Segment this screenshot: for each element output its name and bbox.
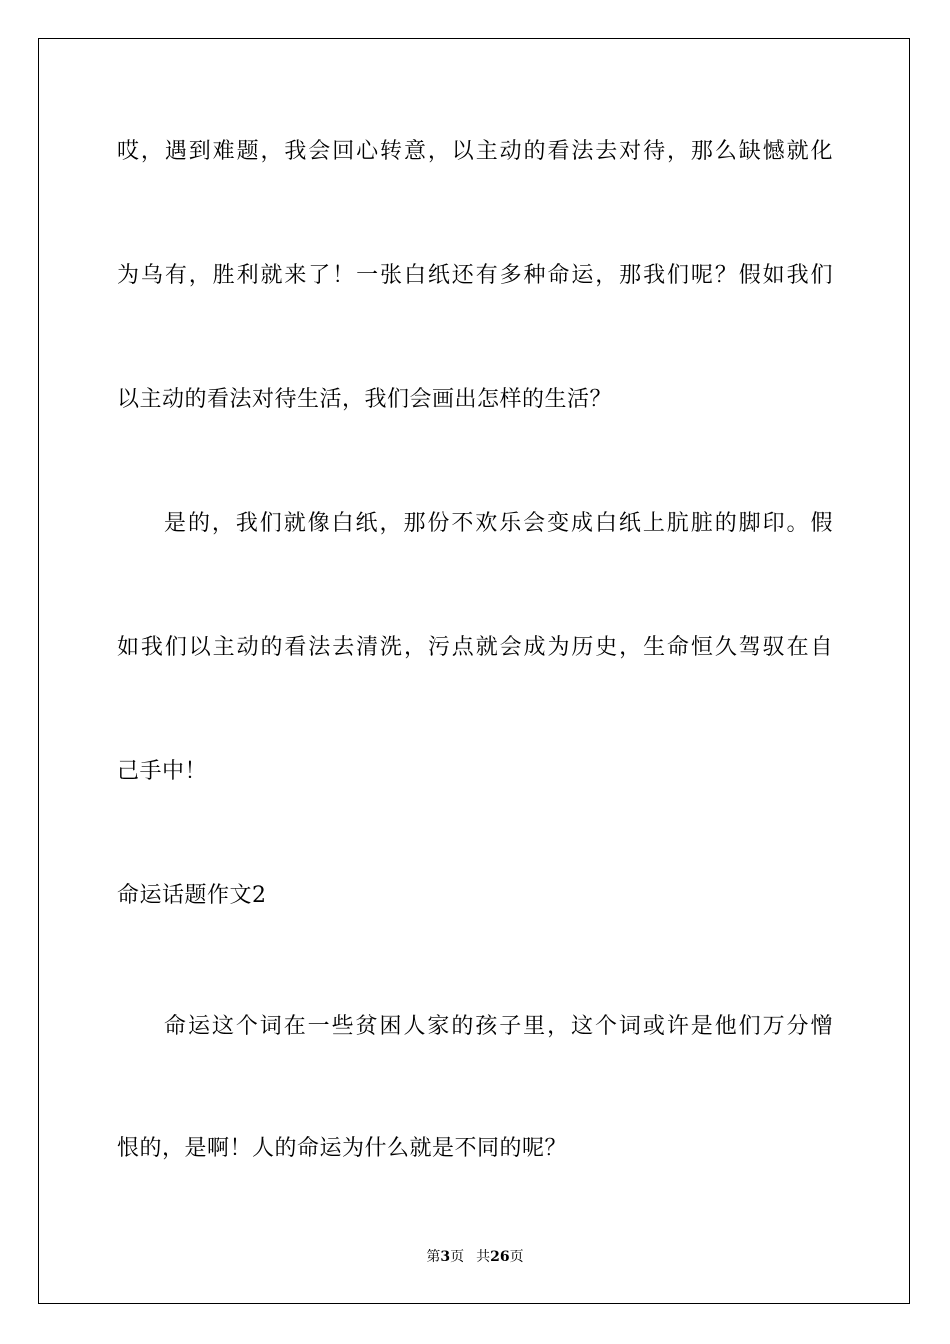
paragraph-line-6: 己手中！ (117, 759, 208, 784)
paragraph-line-3: 以主动的看法对待生活，我们会画出怎样的生活？ (117, 387, 613, 412)
page-footer (0, 1247, 950, 1267)
footer-page-suffix: 页 (450, 1249, 465, 1265)
page-border (38, 38, 910, 1304)
footer-total-prefix: 共 (476, 1249, 491, 1265)
paragraph-line-8: 恨的，是啊！人的命运为什么就是不同的呢？ (117, 1136, 568, 1161)
section-heading: 命运话题作文2 (117, 883, 267, 908)
footer-page-current: 3 (440, 1249, 451, 1265)
footer-page-total: 26 (490, 1249, 510, 1265)
footer-page-prefix: 第 (426, 1249, 441, 1265)
paragraph-line-5: 如我们以主动的看法去清洗，污点就会成为历史，生命恒久驾驭在自 (117, 635, 833, 660)
paragraph-line-7: 命运这个词在一些贫困人家的孩子里，这个词或许是他们万分憎 (164, 1014, 833, 1039)
paragraph-line-2: 为乌有，胜利就来了！一张白纸还有多种命运，那我们呢？假如我们 (117, 263, 833, 288)
paragraph-line-1: 哎，遇到难题，我会回心转意，以主动的看法去对待，那么缺憾就化 (117, 139, 833, 164)
footer-total-suffix: 页 (509, 1249, 524, 1265)
paragraph-line-4: 是的，我们就像白纸，那份不欢乐会变成白纸上肮脏的脚印。假 (164, 511, 833, 536)
